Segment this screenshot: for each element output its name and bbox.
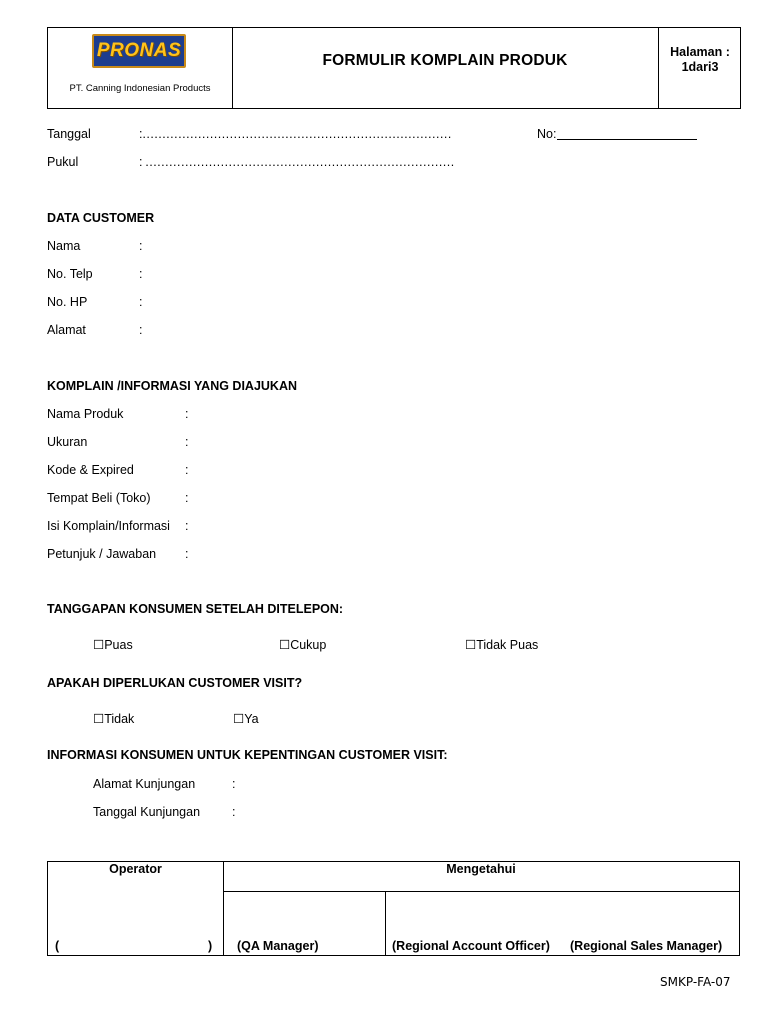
rsm-label: (Regional Sales Manager)	[570, 939, 723, 953]
field-label: Tanggal Kunjungan	[93, 805, 201, 819]
field-label: Alamat	[47, 323, 86, 337]
page-label: Halaman :	[670, 45, 730, 59]
known-header: Mengetahui	[446, 862, 516, 876]
visit-needed-heading: APAKAH DIPERLUKAN CUSTOMER VISIT?	[47, 676, 303, 690]
checkbox-ya[interactable]: ☐Ya	[233, 712, 259, 726]
no-label: No:	[537, 127, 557, 141]
checkbox-cukup[interactable]: ☐Cukup	[279, 638, 327, 652]
logo-text: PRONAS	[96, 40, 182, 61]
field-label: Nama Produk	[47, 407, 124, 421]
page-value: 1dari3	[681, 60, 719, 74]
response-heading: TANGGAPAN KONSUMEN SETELAH DITELEPON:	[47, 602, 344, 616]
field-input[interactable]: :	[185, 519, 189, 533]
signature-table	[47, 861, 740, 956]
no-field[interactable]	[557, 139, 697, 140]
visit-info-heading: INFORMASI KONSUMEN UNTUK KEPENTINGAN CUSTOMER VISIT:	[47, 748, 448, 762]
field-label: Kode & Expired	[47, 463, 134, 477]
field-input[interactable]: :	[139, 323, 143, 337]
field-input[interactable]: :	[232, 805, 236, 819]
field-label: Isi Komplain/Informasi	[47, 519, 170, 533]
checkbox-tidak-puas[interactable]: ☐Tidak Puas	[465, 638, 539, 652]
field-label: Nama	[47, 239, 81, 253]
operator-sign-open: (	[55, 939, 60, 953]
header-box	[47, 27, 741, 109]
customer-heading: DATA CUSTOMER	[47, 211, 155, 225]
pukul-label: Pukul	[47, 155, 79, 169]
checkbox-puas[interactable]: ☐Puas	[93, 638, 133, 652]
field-label: Ukuran	[47, 435, 88, 449]
table-divider	[385, 891, 386, 955]
form-title: FORMULIR KOMPLAIN PRODUK	[322, 52, 568, 69]
field-input[interactable]: :	[185, 547, 189, 561]
field-input[interactable]: :	[185, 435, 189, 449]
field-input[interactable]: :	[139, 239, 143, 253]
table-divider	[223, 891, 739, 892]
checkbox-tidak[interactable]: ☐Tidak	[93, 712, 135, 726]
document-code: SMKP-FA-07	[660, 975, 731, 989]
field-input[interactable]: :	[139, 295, 143, 309]
field-label: Alamat Kunjungan	[93, 777, 196, 791]
qa-manager-label: (QA Manager)	[237, 939, 319, 953]
field-input[interactable]: :	[185, 463, 189, 477]
rao-label: (Regional Account Officer)	[392, 939, 550, 953]
page-info	[659, 45, 741, 75]
field-label: Tempat Beli (Toko)	[47, 491, 151, 505]
field-input[interactable]: :	[185, 407, 189, 421]
operator-sign-close: )	[208, 939, 213, 953]
tanggal-label: Tanggal	[47, 127, 91, 141]
field-label: No. HP	[47, 295, 88, 309]
company-name: PT. Canning Indonesian Products	[69, 83, 211, 94]
field-input[interactable]: :	[185, 491, 189, 505]
field-input[interactable]: :	[139, 267, 143, 281]
pukul-field[interactable]: : ……………………………………………………………………	[139, 155, 455, 169]
tanggal-field[interactable]: :……………………………………………………………………	[139, 127, 452, 141]
field-label: Petunjuk / Jawaban	[47, 547, 157, 561]
complaint-heading: KOMPLAIN /INFORMASI YANG DIAJUKAN	[47, 379, 298, 393]
operator-header: Operator	[109, 862, 162, 876]
pronas-logo	[92, 34, 186, 68]
field-label: No. Telp	[47, 267, 93, 281]
field-input[interactable]: :	[232, 777, 236, 791]
